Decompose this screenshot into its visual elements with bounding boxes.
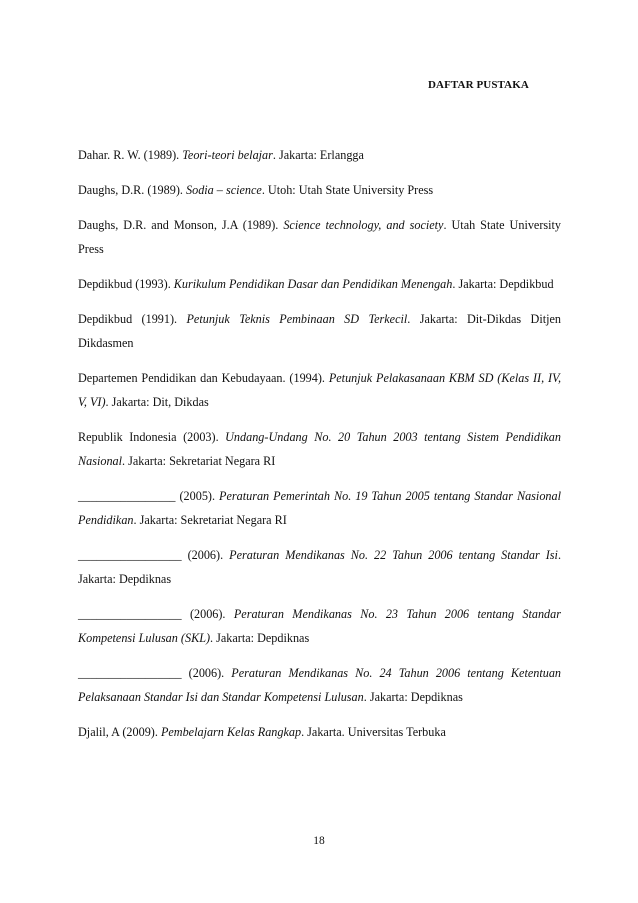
reference-publisher: . Jakarta: Sekretariat Negara RI bbox=[122, 454, 276, 468]
reference-author-year: Dahar. R. W. (1989). bbox=[78, 148, 183, 162]
reference-publisher: . Jakarta. Universitas Terbuka bbox=[301, 725, 446, 739]
reference-author-year: Depdikbud (1993). bbox=[78, 277, 174, 291]
reference-entry bbox=[78, 213, 561, 261]
reference-publisher: . Jakarta: Dit, Dikdas bbox=[105, 395, 209, 409]
reference-publisher: . Utah State University Press bbox=[78, 218, 561, 256]
reference-entry bbox=[78, 366, 561, 414]
reference-title: Kurikulum Pendidikan Dasar dan Pendidikan Menengah bbox=[173, 277, 453, 291]
reference-publisher: . Jakarta: Depdikbud bbox=[452, 277, 554, 291]
reference-title: Science technology, and society bbox=[283, 218, 444, 232]
reference-title: Undang-Undang No. 20 Tahun 2003 tentang Sistem Pendidikan Nasional bbox=[78, 430, 561, 468]
reference-entry bbox=[78, 272, 561, 296]
reference-entry bbox=[78, 143, 561, 167]
page-number: 18 bbox=[313, 835, 325, 847]
reference-entry bbox=[78, 543, 561, 591]
reference-title: Peraturan Mendikanas No. 22 Tahun 2006 tentang Standar Isi bbox=[229, 548, 558, 562]
reference-author-year: _________________ (2006). bbox=[78, 607, 234, 621]
reference-entry bbox=[78, 720, 561, 744]
reference-author-year: Daughs, D.R. (1989). bbox=[78, 183, 186, 197]
reference-title: Peraturan Mendikanas No. 24 Tahun 2006 tentang Ketentuan Pelaksanaan Standar Isi dan Standar Kompetensi Lulusan bbox=[78, 666, 562, 704]
reference-title: Petunjuk Teknis Pembinaan SD Terkecil bbox=[186, 312, 408, 326]
reference-author-year: Djalil, A (2009). bbox=[78, 725, 161, 739]
reference-entry bbox=[78, 602, 561, 650]
reference-entry bbox=[78, 425, 561, 473]
reference-author-year: Departemen Pendidikan dan Kebudayaan. (1994). bbox=[78, 371, 329, 385]
reference-publisher: . Jakarta: Erlangga bbox=[272, 148, 364, 162]
reference-entry bbox=[78, 307, 561, 355]
reference-title: Peraturan Mendikanas No. 23 Tahun 2006 tentang Standar Kompetensi Lulusan (SKL) bbox=[78, 607, 561, 645]
reference-author-year: ________________ (2005). bbox=[78, 489, 220, 503]
reference-author-year: _________________ (2006). bbox=[78, 548, 230, 562]
reference-author-year: Republik Indonesia (2003). bbox=[78, 430, 226, 444]
reference-entry bbox=[78, 484, 561, 532]
reference-entry bbox=[78, 178, 561, 202]
reference-list bbox=[78, 143, 561, 755]
reference-publisher: . Jakarta: Depdiknas bbox=[78, 548, 561, 586]
reference-title: Teori-teori belajar bbox=[182, 148, 273, 162]
reference-entry bbox=[78, 661, 561, 709]
reference-title: Peraturan Pemerintah No. 19 Tahun 2005 tentang Standar Nasional Pendidikan bbox=[78, 489, 561, 527]
reference-publisher: . Utoh: Utah State University Press bbox=[261, 183, 434, 197]
reference-publisher: . Jakarta: Depdiknas bbox=[363, 690, 463, 704]
reference-author-year: Daughs, D.R. and Monson, J.A (1989). bbox=[78, 218, 284, 232]
reference-publisher: . Jakarta: Depdiknas bbox=[210, 631, 310, 645]
reference-title: Petunjuk Pelakasanaan KBM SD (Kelas II, IV, V, VI) bbox=[78, 371, 561, 409]
reference-publisher: . Jakarta: Dit-Dikdas Ditjen Dikdasmen bbox=[78, 312, 562, 350]
reference-title: Pembelajarn Kelas Rangkap bbox=[160, 725, 302, 739]
page-title: DAFTAR PUSTAKA bbox=[428, 79, 529, 91]
reference-author-year: _________________ (2006). bbox=[78, 666, 232, 680]
reference-publisher: . Jakarta: Sekretariat Negara RI bbox=[133, 513, 287, 527]
reference-author-year: Depdikbud (1991). bbox=[78, 312, 187, 326]
reference-title: Sodia – science bbox=[186, 183, 262, 197]
